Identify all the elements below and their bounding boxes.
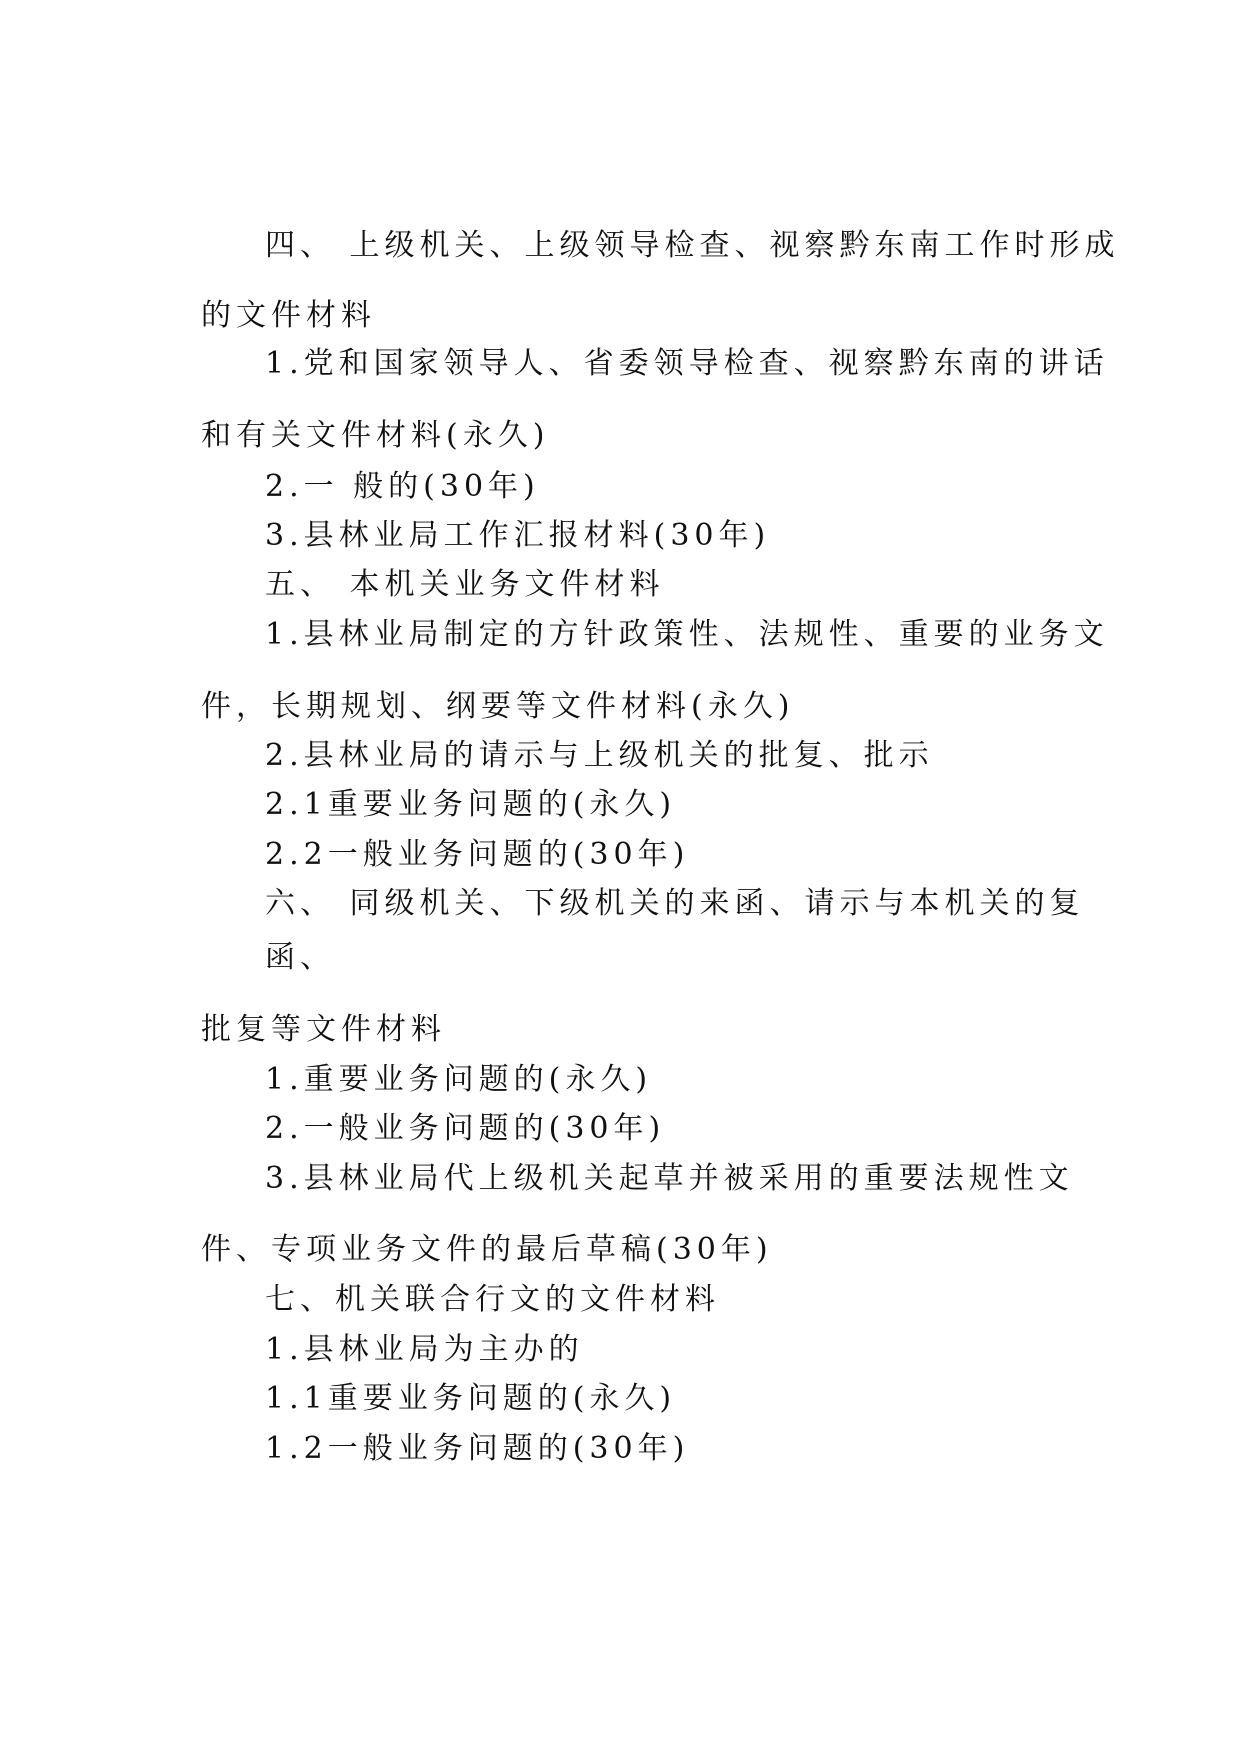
section-heading-4-continued: 的文件材料 [201, 298, 376, 333]
list-item: 1.县林业局制定的方针政策性、法规性、重要的业务文 [265, 617, 1109, 652]
list-item: 2.一 般的(30年) [265, 469, 540, 504]
list-item: 1.县林业局为主办的 [265, 1332, 584, 1367]
list-item: 3.县林业局工作汇报材料(30年) [265, 518, 771, 553]
list-item-continued: 件、专项业务文件的最后草稿(30年) [201, 1232, 773, 1267]
section-heading-6: 六、 同级机关、下级机关的来函、请示与本机关的复 [265, 886, 1085, 921]
list-subitem: 2.1重要业务问题的(永久) [265, 787, 677, 822]
list-item: 3.县林业局代上级机关起草并被采用的重要法规性文 [265, 1161, 1074, 1196]
section-heading-4: 四、 上级机关、上级领导检查、视察黔东南工作时形成 [265, 228, 1120, 263]
section-heading-7: 七、机关联合行文的文件材料 [265, 1282, 720, 1317]
list-item-continued: 件，长期规划、纲要等文件材料(永久) [201, 689, 795, 724]
list-subitem: 1.2一般业务问题的(30年) [265, 1431, 690, 1466]
list-item: 2.县林业局的请示与上级机关的批复、批示 [265, 738, 934, 773]
section-heading-6-continued: 函、 [265, 940, 335, 975]
section-heading-5: 五、 本机关业务文件材料 [265, 567, 665, 602]
list-subitem: 2.2一般业务问题的(30年) [265, 837, 690, 872]
list-item: 1.党和国家领导人、省委领导检查、视察黔东南的讲话 [265, 346, 1109, 381]
list-item: 1.重要业务问题的(永久) [265, 1062, 653, 1097]
section-heading-6-continued: 批复等文件材料 [201, 1012, 446, 1047]
list-item: 2.一般业务问题的(30年) [265, 1111, 666, 1146]
list-item-continued: 和有关文件材料(永久) [201, 418, 550, 453]
list-subitem: 1.1重要业务问题的(永久) [265, 1381, 677, 1416]
